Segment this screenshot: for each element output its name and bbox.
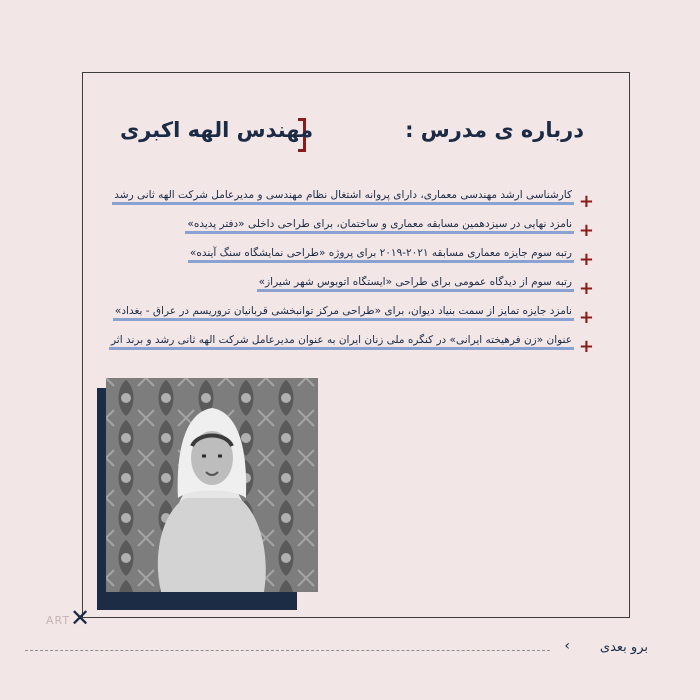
plus-icon: + [578,336,594,357]
credentials-list [100,188,594,362]
portrait-illustration [106,378,318,592]
list-item [100,333,594,362]
section-title: درباره ی مدرس : [405,118,584,142]
plus-icon: + [578,278,594,299]
list-item [100,188,594,217]
list-item [100,275,594,304]
chevron-left-icon[interactable]: ‹ [564,638,570,654]
instructor-photo [106,378,318,592]
list-item-text: رتبه سوم جایزه معماری مسابقه ۲۰۲۱-۲۰۱۹ برای پروژه «طراحی نمایشگاه سنگ آینده» [188,247,574,263]
list-item [100,246,594,275]
plus-icon: + [578,191,594,212]
list-item-text: نامزد نهایی در سیزدهمین مسابقه معماری و ساختمان، برای طراحی داخلی «دفتر پدیده» [185,218,574,234]
list-item-text: عنوان «زن فرهیخته ایرانی» در کنگره ملی زنان ایران به عنوان مدیرعامل شرکت الهه ثانی رشد و برند اثر [109,334,574,350]
art-logo-text: ART [46,614,71,627]
plus-icon: + [578,307,594,328]
list-item [100,304,594,333]
instructor-name: مهندس الهه اکبری [120,118,314,142]
next-button[interactable]: برو بعدی [599,640,648,655]
list-item-text: رتبه سوم از دیدگاه عمومی برای طراحی «ایستگاه اتوبوس شهر شیراز» [257,276,574,292]
list-item-text: کارشناسی ارشد مهندسی معماری، دارای پروانه اشتغال نظام مهندسی و مدیرعامل شرکت الهه ثانی رشد [112,189,574,205]
footer-divider [25,650,550,651]
close-x-logo-icon: ✕ [70,604,91,632]
plus-icon: + [578,249,594,270]
list-item-text: نامزد جایزه تمایز از سمت بنیاد دیوان، برای «طراحی مرکز توانبخشی قربانیان تروریسم در عراق - بغداد» [113,305,574,321]
plus-icon: + [578,220,594,241]
list-item [100,217,594,246]
